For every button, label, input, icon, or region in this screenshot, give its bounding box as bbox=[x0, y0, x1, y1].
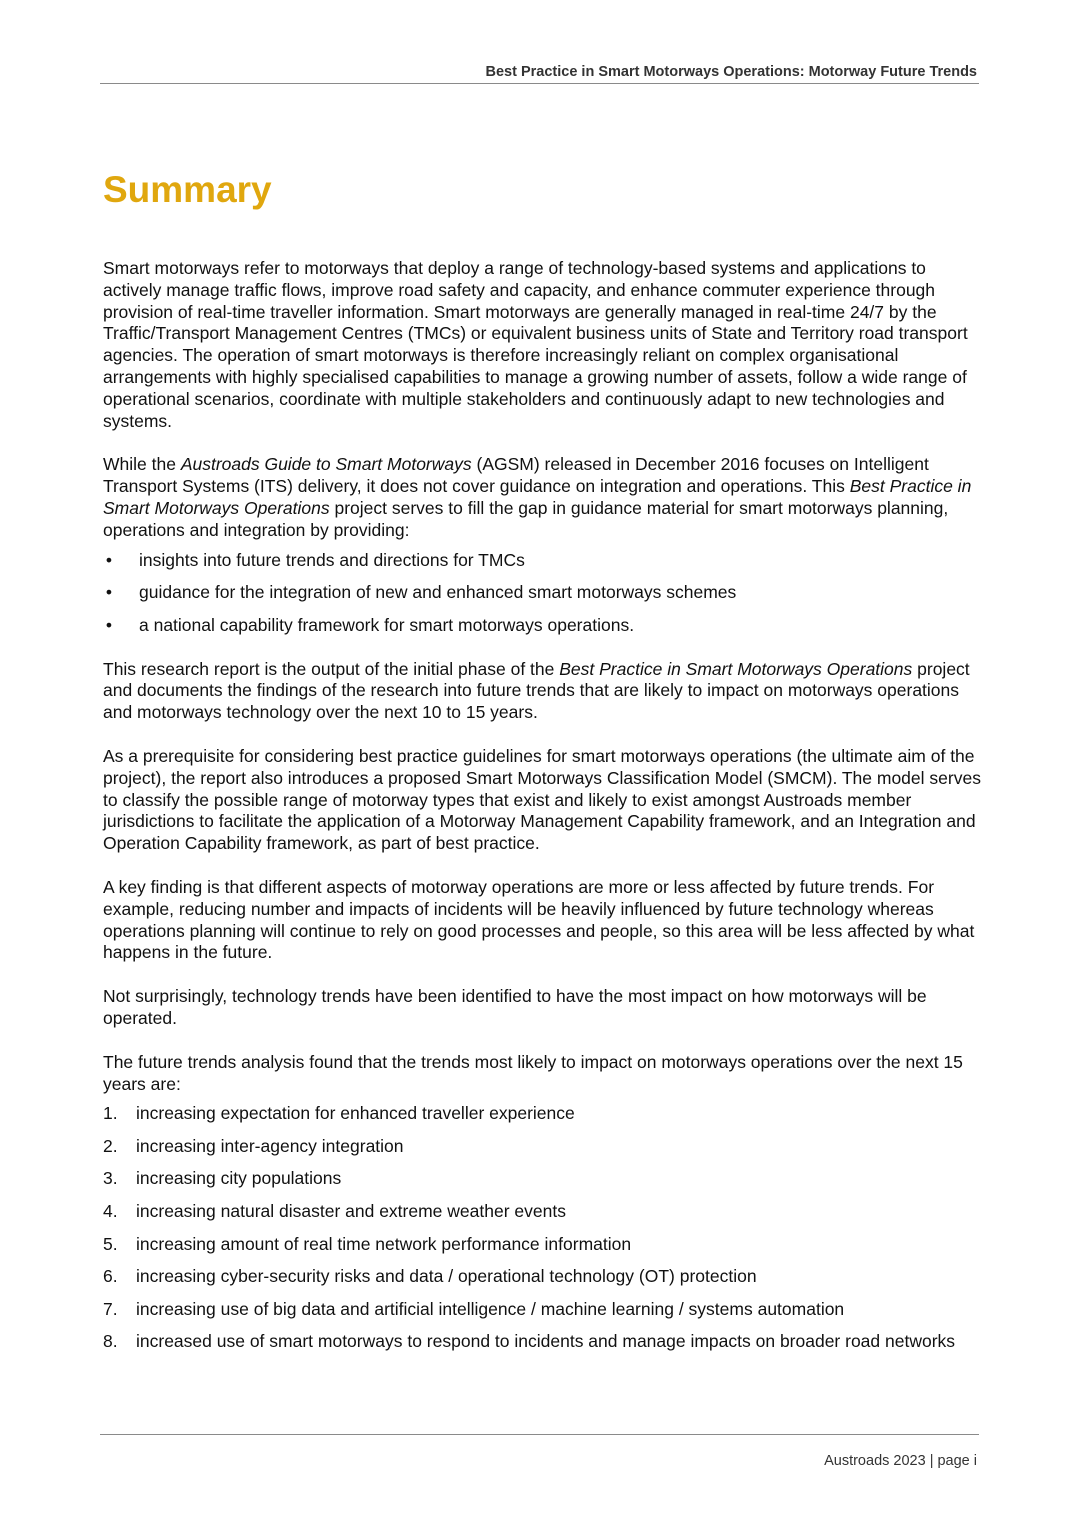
list-item-text: a national capability framework for smart motorways operations. bbox=[139, 614, 635, 635]
list-item-text: increasing inter-agency integration bbox=[136, 1135, 404, 1156]
list-item-text: increased use of smart motorways to respond to incidents and manage impacts on broader road networks bbox=[136, 1331, 956, 1352]
page-footer: Austroads 2023 | page i bbox=[824, 1453, 977, 1469]
list-number: 2. bbox=[103, 1135, 118, 1156]
list-number: 8. bbox=[103, 1331, 118, 1352]
list-item-text: increasing natural disaster and extreme weather events bbox=[136, 1201, 566, 1222]
text-run: This research report is the output of the initial phase of the bbox=[103, 658, 560, 679]
smcm-paragraph: As a prerequisite for considering best practice guidelines for smart motorways operations (the ultimate aim of the project), the report also introduces a proposed Smart Motorways Classification Model (SMCM). The model serves to classify the possible range of motorway types that exist and likely to exist amongst Austroads member jurisdictions to facilitate the application of a Motorway Management Capability framework, and an Integration and Operation Capability framework, as part of best practice. bbox=[103, 745, 981, 854]
list-number: 3. bbox=[103, 1168, 118, 1189]
header-rule bbox=[100, 83, 979, 84]
key-finding-paragraph: A key finding is that different aspects of motorway operations are more or less affected by future trends. For example, reducing number and impacts of incidents will be heavily influenced by future technology whereas operations planning will continue to rely on good processes and people, so this area will be less affected by what happens in the future. bbox=[103, 876, 975, 963]
list-item-text: guidance for the integration of new and enhanced smart motorways schemes bbox=[139, 582, 737, 603]
list-item bbox=[103, 1136, 981, 1158]
text-run: project serves to fill the gap in guidance material for smart motorways planning, operations and integration by providing: bbox=[103, 497, 949, 540]
trends-list bbox=[103, 1103, 981, 1353]
footer-rule bbox=[100, 1434, 979, 1435]
list-item bbox=[103, 582, 981, 604]
list-item-text: increasing amount of real time network performance information bbox=[136, 1233, 632, 1254]
list-item bbox=[103, 550, 981, 572]
publication-title: Austroads Guide to Smart Motorways bbox=[180, 454, 472, 475]
bullet-icon: • bbox=[105, 549, 113, 570]
list-item bbox=[103, 1103, 981, 1125]
text-run: While the bbox=[103, 454, 181, 475]
page-title: Summary bbox=[103, 169, 272, 210]
list-item bbox=[103, 1168, 981, 1190]
list-item-text: insights into future trends and directions for TMCs bbox=[139, 549, 525, 570]
list-item bbox=[103, 1299, 981, 1321]
list-item bbox=[103, 615, 981, 637]
agsm-paragraph bbox=[103, 454, 981, 541]
list-item bbox=[103, 1234, 981, 1256]
list-item-text: increasing use of big data and artificial intelligence / machine learning / systems automation bbox=[136, 1298, 845, 1319]
list-item bbox=[103, 1331, 981, 1353]
list-number: 7. bbox=[103, 1298, 118, 1319]
technology-trends-paragraph: Not surprisingly, technology trends have been identified to have the most impact on how motorways will be operated. bbox=[103, 986, 927, 1028]
list-number: 4. bbox=[103, 1201, 118, 1222]
research-report-paragraph bbox=[103, 659, 981, 724]
bullet-icon: • bbox=[105, 614, 113, 635]
text-run: (AGSM) released in December 2016 focuses on Intelligent Transport Systems (ITS) delivery, it does not cover guidance on integration and operations. This bbox=[103, 454, 929, 497]
list-number: 1. bbox=[103, 1103, 118, 1124]
trends-intro-paragraph: The future trends analysis found that the trends most likely to impact on motorways operations over the next 15 years are: bbox=[103, 1051, 963, 1094]
list-item bbox=[103, 1266, 981, 1288]
text-run: project and documents the findings of the research into future trends that are likely to impact on motorways operations and motorways technology over the next 10 to 15 years. bbox=[103, 658, 970, 723]
running-header: Best Practice in Smart Motorways Operations: Motorway Future Trends bbox=[485, 64, 977, 80]
list-number: 5. bbox=[103, 1233, 118, 1254]
list-item-text: increasing cyber-security risks and data / operational technology (OT) protection bbox=[136, 1266, 757, 1287]
list-item bbox=[103, 1201, 981, 1223]
intro-paragraph: Smart motorways refer to motorways that deploy a range of technology-based systems and applications to actively manage traffic flows, improve road safety and capacity, and enhance commuter experience through provision of real-time traveller information. Smart motorways are generally managed in real-time 24/7 by the Traffic/Transport Management Centres (TMCs) or equivalent business units of State and Territory road transport agencies. The operation of smart motorways is therefore increasingly reliant on complex organisational arrangements with highly specialised capabilities to manage a growing number of assets, follow a wide range of operational scenarios, coordinate with multiple stakeholders and continuously adapt to new technologies and systems. bbox=[103, 258, 968, 431]
list-item-text: increasing city populations bbox=[136, 1168, 342, 1189]
deliverables-list bbox=[103, 550, 981, 637]
project-title: Best Practice in Smart Motorways Operations bbox=[559, 658, 913, 679]
project-title: Best Practice in Smart Motorways Operations bbox=[103, 476, 972, 518]
bullet-icon: • bbox=[105, 582, 113, 603]
list-item-text: increasing expectation for enhanced traveller experience bbox=[136, 1103, 575, 1124]
list-number: 6. bbox=[103, 1266, 118, 1287]
document-body bbox=[103, 258, 981, 1375]
